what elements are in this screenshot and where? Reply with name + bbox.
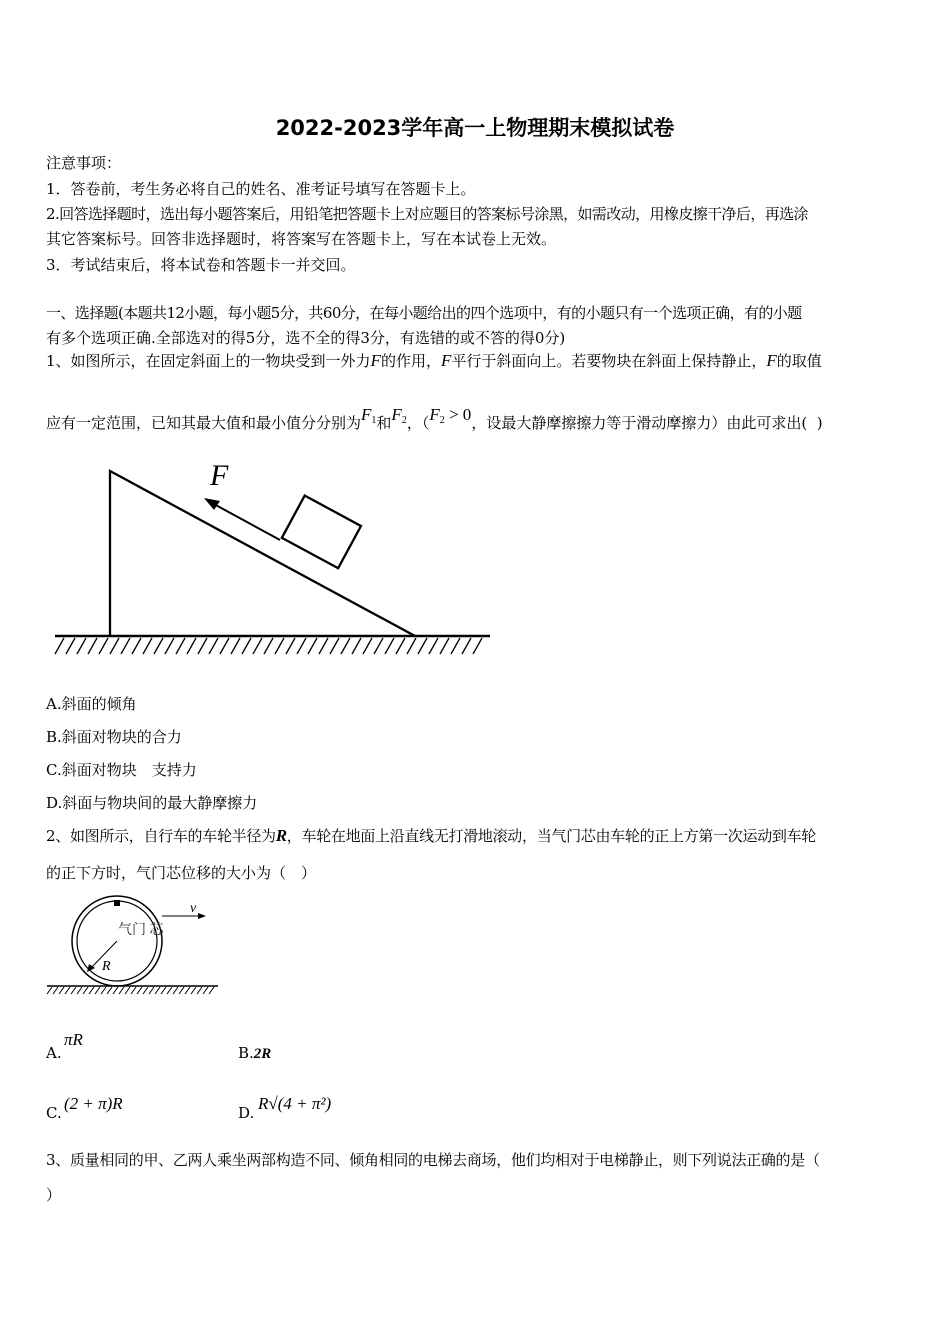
- q2-var-R: R: [275, 826, 287, 845]
- radius-label: R: [102, 959, 111, 974]
- q3-line2: ）: [46, 1186, 62, 1204]
- q1-option-a[interactable]: A.斜面的倾角: [46, 695, 137, 713]
- q2-text-1: 2、如图所示，自行车的车轮半径为: [46, 827, 276, 845]
- section-heading-line1: 一、选择题(本题共12小题，每小题5分，共60分，在每小题给出的四个选项中，有的小题只有一个选项正确，有的小题: [46, 304, 802, 322]
- q1-var-F1: $F_1$: [361, 405, 377, 426]
- q2-option-b[interactable]: B.2R: [238, 1044, 272, 1062]
- q1-text-5: 应有一定范围，已知其最大值和最小值分分别为: [46, 414, 362, 432]
- q1-text-3: 平行于斜面向上。若要物块在斜面上保持静止，: [451, 352, 767, 370]
- q1-cond-F2-gt-0: $F_2 > 0$: [429, 405, 472, 426]
- q1-var-F: F: [370, 351, 381, 370]
- q1-and: 和: [376, 414, 392, 432]
- q1-option-b[interactable]: B.斜面对物块的合力: [46, 728, 182, 746]
- q2-option-a[interactable]: A. πR: [46, 1030, 83, 1062]
- q1-option-c[interactable]: C.斜面对物块 支持力: [46, 761, 197, 779]
- notice-item-2b: 其它答案标号。回答非选择题时，将答案写在答题卡上，写在本试卷上无效。: [46, 230, 557, 248]
- section-heading-line2: 有多个选项正确.全部选对的得5分，选不全的得3分，有选错的或不答的得0分): [46, 329, 566, 347]
- force-label-F: F: [210, 459, 229, 492]
- q1-text-4: 的取值: [776, 352, 822, 370]
- q1-text-8: ): [816, 414, 823, 432]
- q1-text-2: 的作用，: [380, 352, 441, 370]
- q1-line2: [46, 405, 823, 433]
- incline-triangle: [110, 471, 415, 636]
- q1-text-1: 1、如图所示，在固定斜面上的一物块受到一外力: [46, 352, 371, 370]
- q2-option-d[interactable]: D. R√(4 + π²): [238, 1094, 332, 1122]
- force-arrowhead: [204, 498, 220, 510]
- notice-heading: 注意事项：: [46, 154, 122, 172]
- notice-item-1: 1．答卷前，考生务必将自己的姓名、准考证号填写在答题卡上。: [46, 180, 476, 198]
- q2-text-2: ，车轮在地面上沿直线无打滑地滚动，当气门芯由车轮的正上方第一次运动到车轮: [286, 827, 817, 845]
- q2-line1: [46, 825, 816, 846]
- valve-core-dot: [114, 900, 120, 906]
- q2-wheel-figure: [42, 895, 227, 997]
- ground-hatch: [55, 638, 482, 654]
- block: [282, 496, 361, 569]
- q1-text-7: ，设最大静摩擦擦力等于滑动摩擦力）由此可求出(: [471, 414, 808, 432]
- valve-core-label: 气门 芯: [118, 923, 164, 938]
- velocity-arrowhead: [198, 913, 206, 919]
- q3-line1: 3、质量相同的甲、乙两人乘坐两部构造不同、倾角相同的电梯去商场，他们均相对于电梯静止，则下列说法正确的是（: [46, 1151, 820, 1169]
- wheel-ground-hatch: [47, 987, 214, 994]
- q2-line2: 的正下方时，气门芯位移的大小为（ ）: [46, 864, 317, 882]
- velocity-label: v: [190, 901, 197, 916]
- q2-option-c[interactable]: C. (2 + π)R: [46, 1094, 123, 1122]
- force-arrow-shaft: [212, 503, 280, 540]
- notice-item-2a: 2.回答选择题时，选出每小题答案后，用铅笔把答题卡上对应题目的答案标号涂黑，如需改动，用橡皮擦干净后，再选涂: [46, 205, 808, 223]
- q1-var-F: F: [766, 351, 777, 370]
- q1-option-d[interactable]: D.斜面与物块间的最大静摩擦力: [46, 794, 258, 812]
- notice-item-3: 3．考试结束后，将本试卷和答题卡一并交回。: [46, 256, 356, 274]
- q1-var-F2: $F_2$: [391, 405, 407, 426]
- page-title: 2022-2023学年高一上物理期末模拟试卷: [275, 116, 675, 140]
- q1-var-F: F: [440, 351, 452, 370]
- q1-text-6: ，（: [406, 414, 430, 432]
- q1-incline-figure: [50, 455, 495, 660]
- q1-line1: [46, 350, 822, 371]
